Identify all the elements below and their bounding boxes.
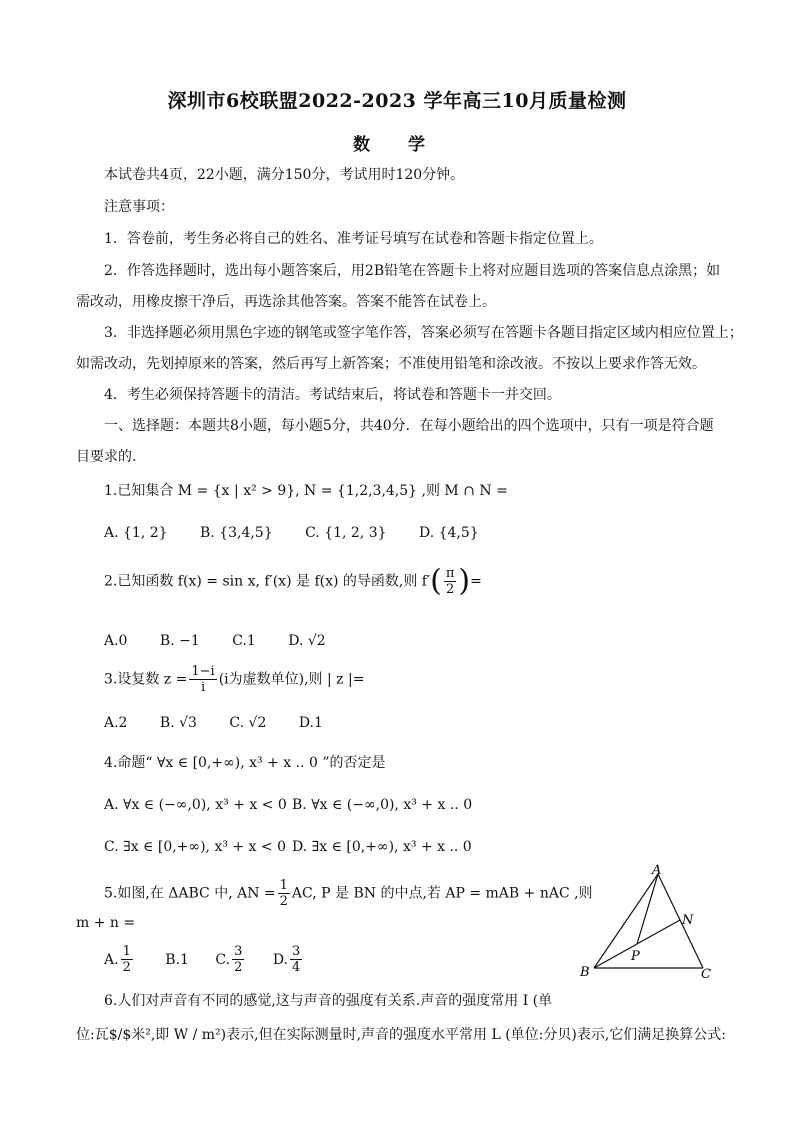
edge-ac — [658, 874, 703, 968]
notice-title: 注意事项： — [104, 199, 174, 215]
q2-option-d: D. √2 — [288, 633, 326, 649]
label-b: B — [580, 965, 590, 979]
notice-2a: 2．作答选择题时，选出每小题答案后，用2B铅笔在答题卡上将对应题目选项的答案信息点涂黑；如 — [104, 263, 721, 279]
q1-option-c: C. {1, 2, 3} — [305, 525, 387, 541]
q5-frac-num: 1 — [279, 878, 288, 893]
q5-option-d: D. $\frac{3}{4}$ — [272, 944, 301, 975]
q3-frac-den: i — [200, 680, 206, 695]
label-n: N — [682, 913, 694, 928]
question-5-stem — [104, 878, 593, 909]
notice-2b: 需改动，用橡皮擦干净后，再选涂其他答案。答案不能答在试卷上。 — [76, 294, 496, 310]
section-heading-b: 目要求的. — [76, 449, 137, 465]
q2-option-c: C.1 — [232, 633, 256, 649]
triangle-figure — [576, 864, 726, 979]
q4-option-b: B. ∀x ∈ (−∞,0), x³ + x .. 0 — [292, 797, 473, 813]
q2-fraction — [444, 566, 457, 597]
q2-frac-den: 2 — [446, 582, 455, 597]
q5-stem-a: 5.如图,在 ΔABC 中, AN = — [104, 885, 276, 902]
q1-option-b: B. {3,4,5} — [200, 525, 273, 541]
question-3-stem — [104, 664, 364, 695]
label-a: A — [652, 864, 662, 878]
subject-title: 数 学 — [353, 135, 441, 155]
q3-frac-num: 1−i — [191, 664, 215, 679]
q5-option-a: A. $\frac{1}{2}$ — [104, 944, 131, 975]
q5-fraction — [278, 878, 290, 909]
q5-stem-c: m + n = — [76, 915, 136, 931]
q2-option-a: A.0 — [104, 633, 128, 649]
notice-4: 4．考生必须保持答题卡的清洁。考试结束后，将试卷和答题卡一并交回。 — [104, 387, 561, 403]
q4-option-a: A. ∀x ∈ (−∞,0), x³ + x < 0 — [104, 797, 287, 813]
q5-stem-b: AC, P 是 BN 的中点,若 AP = mAB + nAC ,则 — [291, 885, 593, 902]
label-p: P — [631, 949, 640, 964]
q3-option-d: D.1 — [298, 715, 323, 731]
question-4-stem: 4.命题“ ∀x ∈ [0,+∞), x³ + x .. 0 ”的否定是 — [104, 755, 386, 771]
q2-stem-post: = — [470, 573, 482, 590]
q5-option-c: C. $\frac{3}{2}$ — [215, 944, 243, 975]
question-6-line2: 位:瓦$/$米²,即 W / m²)表示,但在实际测量时,声音的强度水平常用 L (单位:分贝)表示,它们满足换算公式: — [76, 1027, 727, 1043]
section-heading-a: 一、选择题：本题共8小题，每小题5分，共40分．在每小题给出的四个选项中，只有一项是符合题 — [104, 418, 714, 434]
notice-1: 1．答卷前，考生务必将自己的姓名、准考证号填写在试卷和答题卡指定位置上。 — [104, 231, 603, 247]
q3-option-b: B. √3 — [159, 715, 197, 731]
notice-3b: 如需改动，先划掉原来的答案，然后再写上新答案；不准使用铅笔和涂改液。不按以上要求作答无效。 — [76, 356, 706, 372]
q5-option-b: B.1 — [165, 951, 189, 968]
q3-option-c: C. √2 — [229, 715, 267, 731]
q3-stem-pre: 3.设复数 z = — [104, 671, 188, 688]
question-1-stem: 1.已知集合 M = {x | x² > 9}, N = {1,2,3,4,5} ,则 M ∩ N = — [104, 483, 508, 499]
label-c: C — [701, 967, 711, 979]
question-2-stem: 2.已知函数 f(x) = sin x, f′(x) 是 f(x) 的导函数,则 f′( $\frac{\pi}{2}$ )= — [104, 563, 482, 599]
q3-fraction — [189, 664, 216, 695]
q4-option-c: C. ∃x ∈ [0,+∞), x³ + x < 0 — [104, 839, 287, 855]
question-6-line1: 6.人们对声音有不同的感觉,这与声音的强度有关系.声音的强度常用 I (单 — [104, 993, 553, 1009]
q2-frac-num: π — [445, 566, 455, 581]
q5-frac-den: 2 — [279, 894, 288, 909]
question-1-options — [104, 524, 507, 542]
exam-summary: 本试卷共4页，22小题，满分150分，考试用时120分钟。 — [104, 167, 465, 183]
q1-option-a: A. {1, 2} — [104, 525, 168, 541]
q4-option-d: D. ∃x ∈ [0,+∞), x³ + x .. 0 — [292, 839, 472, 855]
q3-option-a: A.2 — [104, 715, 128, 731]
q1-option-d: D. {4,5} — [418, 525, 479, 541]
exam-title: 深圳市6校联盟2022-2023 学年高三10月质量检测 — [167, 90, 627, 112]
q2-option-b: B. −1 — [159, 633, 200, 649]
question-3-options — [104, 714, 351, 732]
edge-ab — [594, 874, 658, 968]
q3-stem-post: (i为虚数单位),则 | z |= — [218, 671, 365, 688]
question-5-options — [104, 944, 304, 975]
question-2-options — [104, 632, 354, 650]
q2-stem-pre: 2.已知函数 f(x) = sin x, f′(x) 是 f(x) 的导函数,则 f′ — [104, 573, 431, 590]
notice-3a: 3．非选择题必须用黑色字迹的钢笔或签字笔作答，答案必须写在答题卡各题目指定区域内相应位置上； — [104, 325, 743, 341]
